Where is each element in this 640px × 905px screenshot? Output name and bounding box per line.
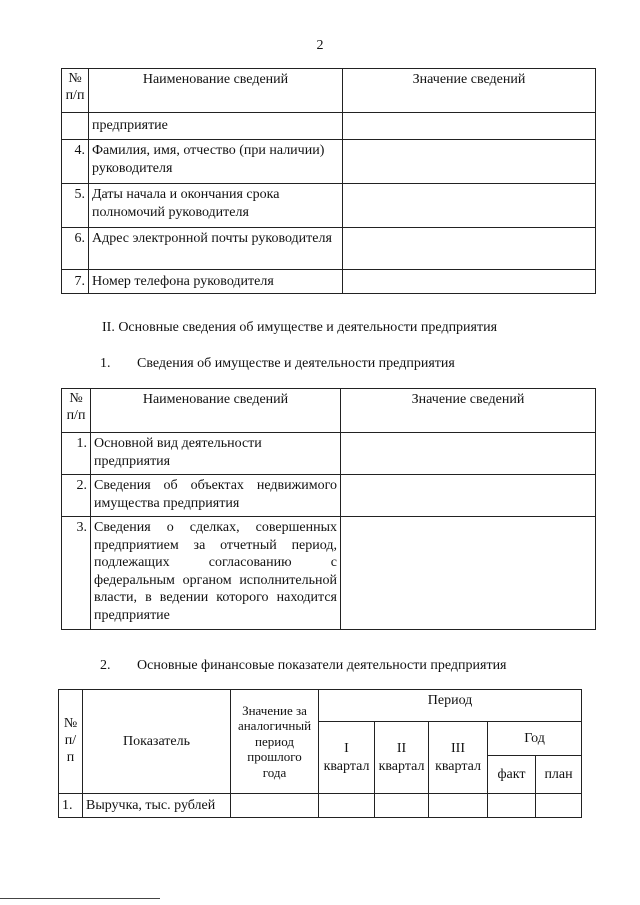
table-row	[62, 270, 596, 294]
row-value	[343, 228, 596, 270]
row-name: Сведения об объектах недвижимого имущества предприятия	[91, 475, 341, 517]
financial-indicators-table	[58, 689, 582, 818]
header-plan: план	[536, 756, 582, 794]
subsection-title: Основные финансовые показатели деятельности предприятия	[137, 658, 507, 673]
table-row	[62, 433, 596, 475]
header-num: № п/п	[59, 690, 83, 794]
row-num: 6.	[62, 228, 89, 270]
row-num: 4.	[62, 140, 89, 184]
section-title: II. Основные сведения об имуществе и деятельности предприятия	[102, 320, 498, 335]
row-fact-value	[488, 794, 536, 818]
row-num: 2.	[62, 475, 91, 517]
header-q3: III квартал	[429, 722, 488, 794]
info-table-continued	[61, 68, 596, 294]
page-number: 2	[316, 38, 324, 53]
header-value: Значение сведений	[341, 389, 596, 433]
row-value	[341, 475, 596, 517]
table-row	[62, 475, 596, 517]
table-row	[62, 184, 596, 228]
row-num: 1.	[59, 794, 83, 818]
row-value	[343, 184, 596, 228]
header-year: Год	[488, 722, 582, 756]
table-header-row	[62, 389, 596, 433]
header-q2: II квартал	[375, 722, 429, 794]
row-name: Сведения о сделках, совершенных предприятием за отчетный период, подлежащих согласованию с федеральным органом исполнительной власти, в ведении которого находится предприятие	[91, 517, 341, 630]
row-indicator: Выручка, тыс. рублей	[83, 794, 231, 818]
subsection-title: Сведения об имуществе и деятельности предприятия	[137, 356, 455, 371]
subsection-number: 1.	[100, 356, 111, 371]
header-name: Наименование сведений	[89, 69, 343, 113]
table-row	[62, 140, 596, 184]
row-q2-value	[375, 794, 429, 818]
row-value	[341, 433, 596, 475]
row-value	[343, 140, 596, 184]
row-name: Даты начала и окончания срока полномочий руководителя	[89, 184, 343, 228]
scan-edge-line	[0, 898, 160, 899]
header-name: Наименование сведений	[91, 389, 341, 433]
header-num: № п/п	[62, 389, 91, 433]
table-row	[62, 517, 596, 630]
table-row	[62, 228, 596, 270]
row-num: 3.	[62, 517, 91, 630]
header-indicator: Показатель	[83, 690, 231, 794]
header-prev-period: Значение за аналогичный период прошлого года	[231, 690, 319, 794]
table-row	[62, 113, 596, 140]
row-plan-value	[536, 794, 582, 818]
property-activity-table	[61, 388, 596, 630]
subsection-number: 2.	[100, 658, 111, 673]
table-row	[59, 794, 582, 818]
row-name: предприятие	[89, 113, 343, 140]
header-num: № п/п	[62, 69, 89, 113]
row-value	[341, 517, 596, 630]
header-fact: факт	[488, 756, 536, 794]
row-q3-value	[429, 794, 488, 818]
row-num: 1.	[62, 433, 91, 475]
row-prev-value	[231, 794, 319, 818]
row-value	[343, 113, 596, 140]
row-name: Основной вид деятельности предприятия	[91, 433, 341, 475]
table-header-row	[62, 69, 596, 113]
row-num: 7.	[62, 270, 89, 294]
row-name: Фамилия, имя, отчество (при наличии) руководителя	[89, 140, 343, 184]
header-q1: I квартал	[319, 722, 375, 794]
row-value	[343, 270, 596, 294]
header-value: Значение сведений	[343, 69, 596, 113]
row-q1-value	[319, 794, 375, 818]
row-num	[62, 113, 89, 140]
header-period: Период	[319, 690, 582, 722]
row-num: 5.	[62, 184, 89, 228]
row-name: Номер телефона руководителя	[89, 270, 343, 294]
row-name: Адрес электронной почты руководителя	[89, 228, 343, 270]
